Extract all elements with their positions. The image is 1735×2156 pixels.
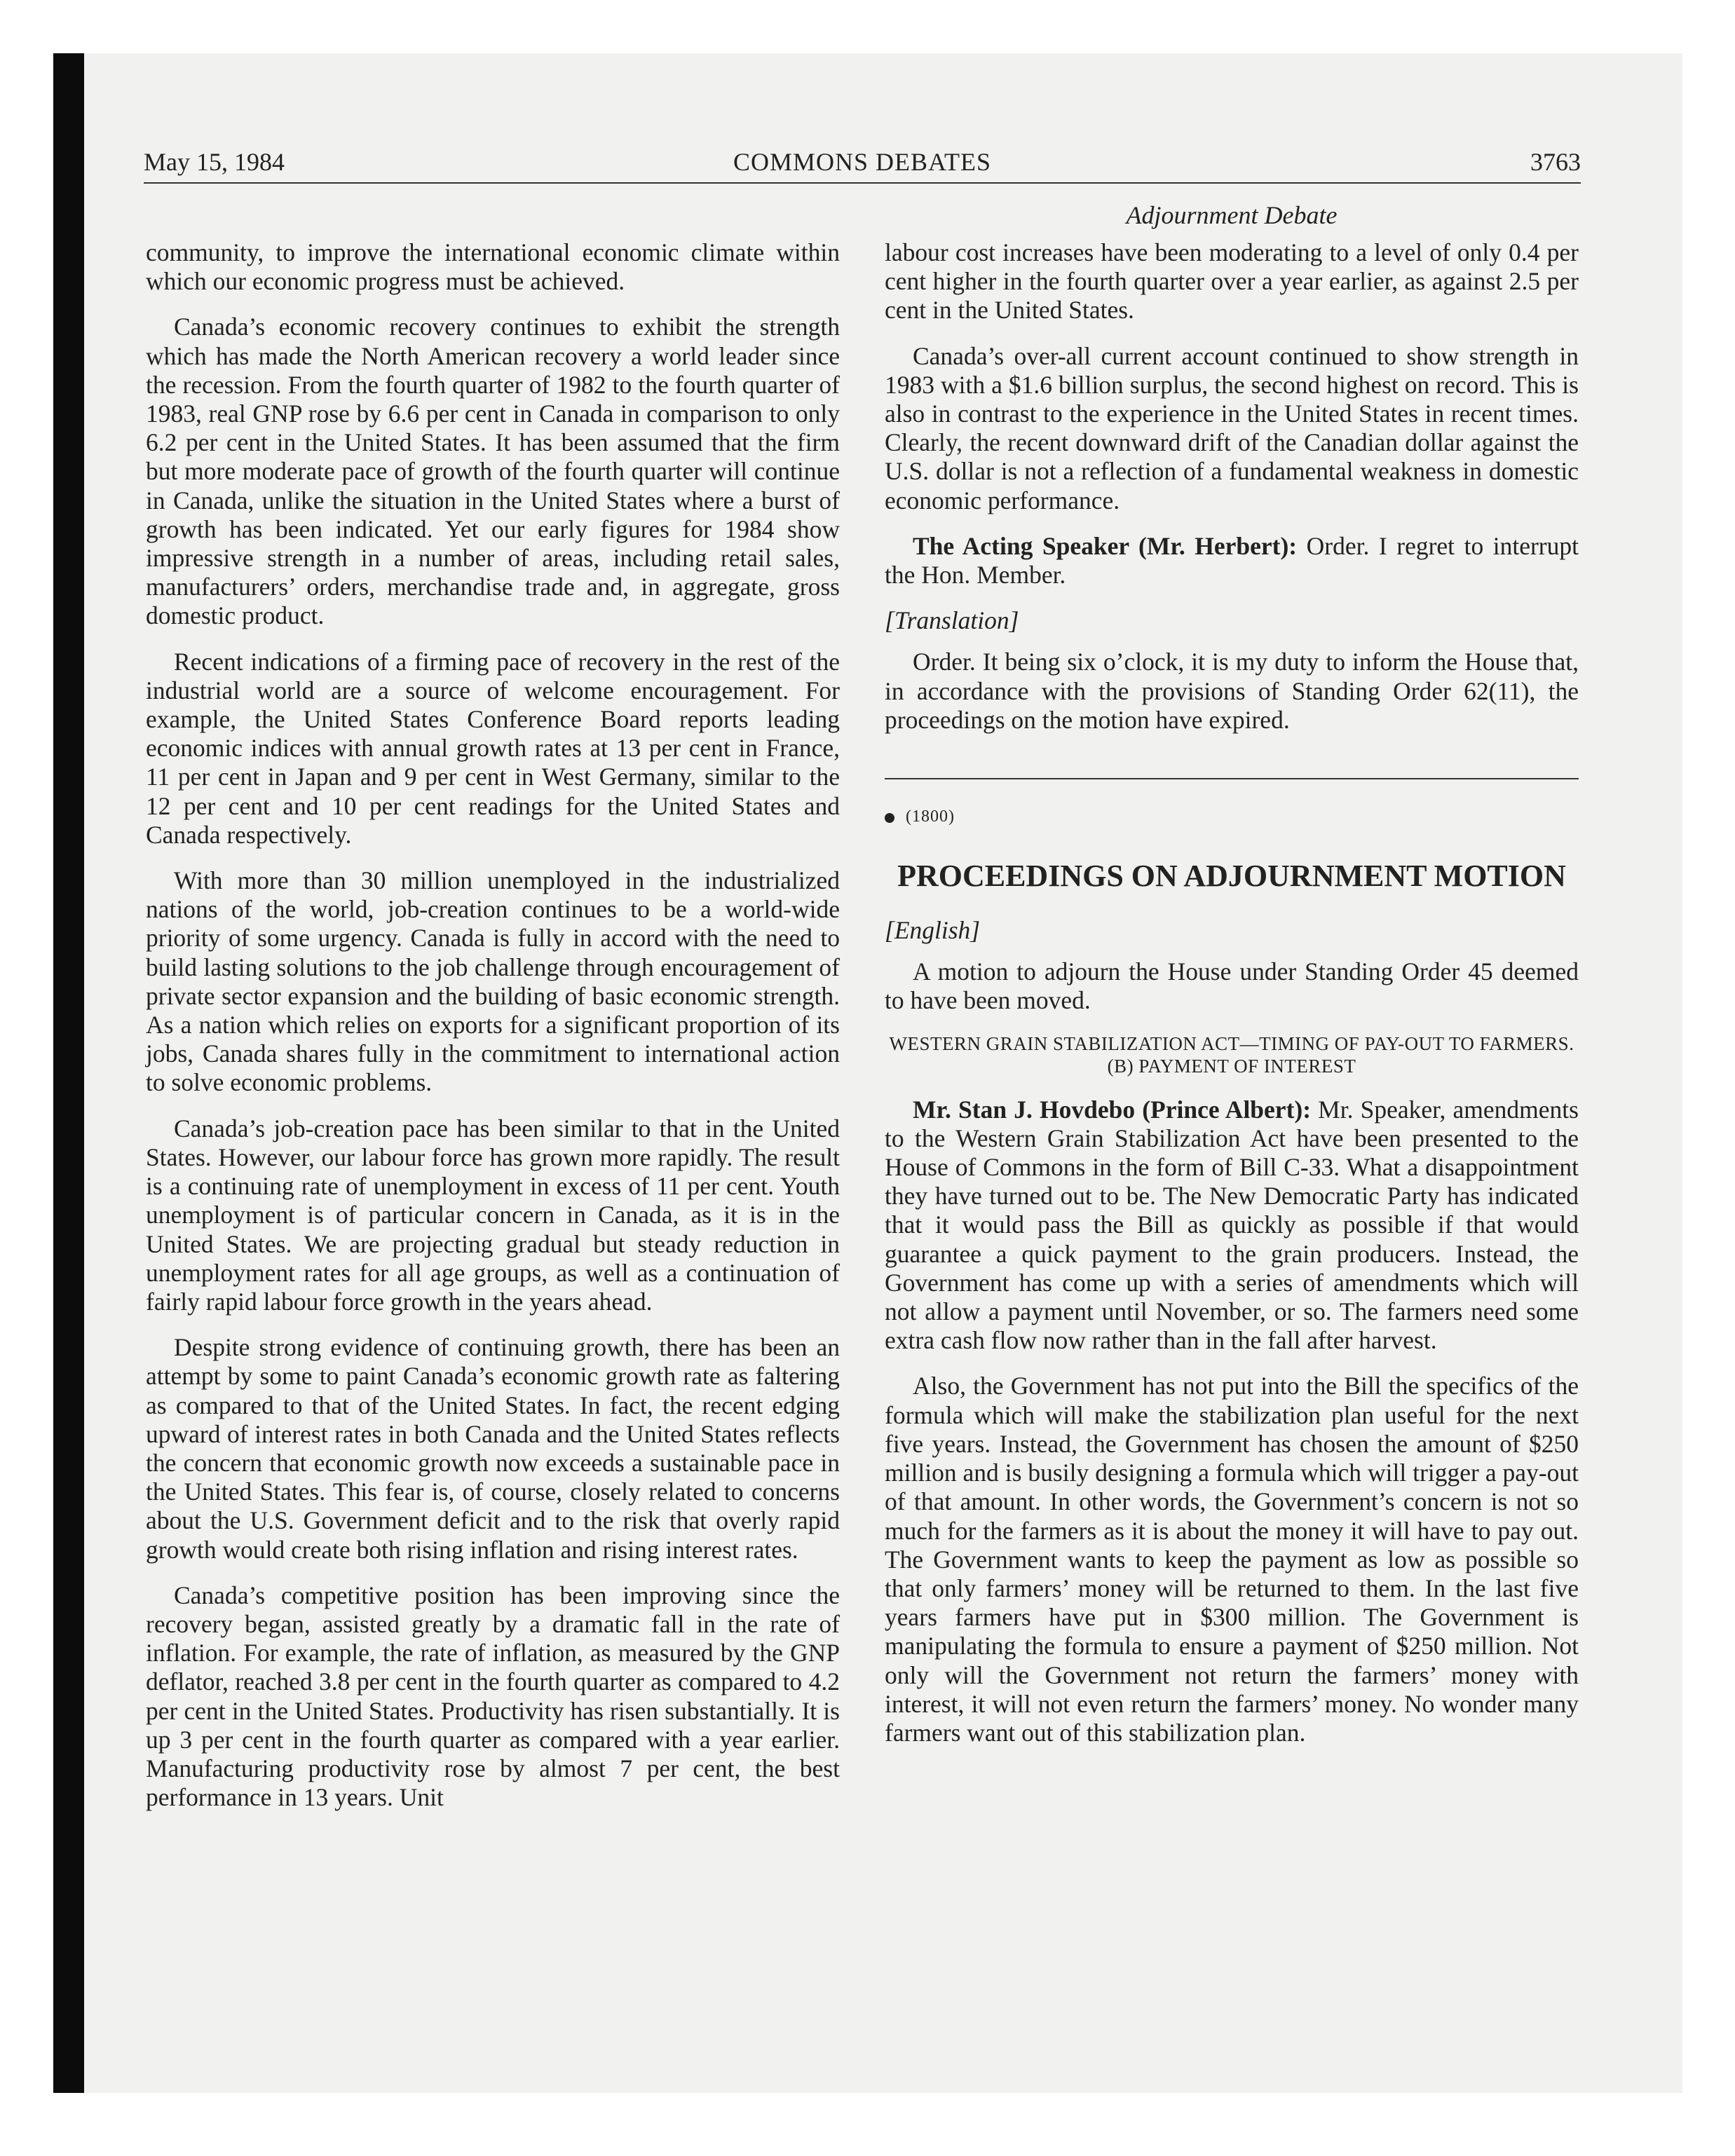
right-paragraph: Canada’s over-all current account continued to show strength in 1983 with a $1.6 billion surplus, the second highest on record. This is also in contrast to the experience in the United States in recent times. Clearly, the recent downward drift of the Canadian dollar against the U.S. dollar is not a reflection of a fundamental weakness in domestic economic performance. — [885, 341, 1579, 514]
left-paragraph: Despite strong evidence of continuing growth, there has been an attempt by some to paint Canada’s economic growth rate as faltering as compared to that of the United States. In fact, the recent edging upward of interest rates in both Canada and the United States reflects the concern that economic growth now exceeds a sustainable pace in the United States. This fear is, of course, closely related to concerns about the U.S. Government deficit and to the risk that overly rapid growth would create both rising inflation and rising interest rates. — [146, 1333, 840, 1564]
order-paragraph: Order. It being six o’clock, it is my duty to inform the House that, in accordance with the provisions of Standing Order 62(11), the proceedings on the motion have expired. — [885, 648, 1579, 734]
debate-subheading: WESTERN GRAIN STABILIZATION ACT—TIMING OF PAY-OUT TO FARMERS. (B) PAYMENT OF INTEREST — [889, 1032, 1574, 1077]
hovdebo-paragraph — [885, 1096, 1579, 1356]
final-paragraph: Also, the Government has not put into the Bill the specifics of the formula which will make the stabilization plan useful for the next five years. Instead, the Government has chosen the amount of $250 million and is busily designing a formula which will trigger a pay-out of that amount. In other words, the Government’s concern is not so much for the farmers as it is about the money it will have to pay out. The Government wants to keep the payment as low as possible so that only farmers’ money will be returned to them. In the last five years farmers have put in $300 million. The Government is manipulating the formula to ensure a payment of $250 million. Not only will the Government not return the farmers’ money with interest, it will not even return the farmers’ money. No wonder many farmers want out of this stabilization plan. — [885, 1372, 1579, 1747]
left-paragraph: Canada’s economic recovery continues to exhibit the strength which has made the North American recovery a world leader since the recession. From the fourth quarter of 1982 to the fourth quarter of 1983, real GNP rose by 6.6 per cent in Canada in comparison to only 6.2 per cent in the United States. It has been assumed that the firm but more moderate pace of growth of the fourth quarter will continue in Canada, unlike the situation in the United States where a burst of growth has been indicated. Yet our early figures for 1984 show impressive strength in a number of areas, including retail sales, manufacturers’ orders, merchandise trade and, in aggregate, gross domestic product. — [146, 313, 840, 630]
hovdebo-text: Mr. Speaker, amendments to the Western Grain Stabilization Act have been presented to the House of Commons in the form of Bill C-33. What a disappointment they have turned out to be. The New Democratic Party has indicated that it would pass the Bill as quickly as possible if that would guarantee a quick payment to the grain producers. Instead, the Government has come up with a series of amendments which will not allow a payment until November, or so. The farmers need some extra cash flow now rather than in the fall after harvest. — [885, 1095, 1579, 1355]
left-paragraph: Recent indications of a firming pace of recovery in the rest of the industrial world are a source of welcome encouragement. For example, the United States Conference Board reports leading economic indices with annual growth rates at 13 per cent in France, 11 per cent in Japan and 9 per cent in West Germany, similar to the 12 per cent and 10 per cent readings for the United States and Canada respectively. — [146, 647, 840, 849]
timestamp — [885, 807, 1579, 826]
page-header — [144, 146, 1581, 184]
header-title: COMMONS DEBATES — [733, 148, 992, 176]
hovdebo-name: Mr. Stan J. Hovdebo (Prince Albert): — [913, 1095, 1312, 1124]
english-label: [English] — [885, 916, 981, 945]
speaker-name: The Acting Speaker (Mr. Herbert): — [913, 531, 1298, 560]
left-paragraph: Canada’s competitive position has been improving since the recovery began, assisted greatly by a dramatic fall in the rate of inflation. For example, the rate of inflation, as measured by the GNP deflator, reached 3.8 per cent in the fourth quarter as compared to 4.2 per cent in the United States. Productivity has risen substantially. It is up 3 per cent in the fourth quarter as compared with a year earlier. Manufacturing productivity rose by almost 7 per cent, the best performance in 13 years. Unit — [146, 1581, 840, 1812]
section-divider — [885, 778, 1579, 779]
bullet-icon — [885, 813, 894, 823]
left-paragraph: With more than 30 million unemployed in the industrialized nations of the world, job-creation continues to be a world-wide priority of some urgency. Canada is fully in accord with the need to build lasting solutions to the job challenge through encouragement of private sector expansion and the building of basic economic strength. As a nation which relies on exports for a significant proportion of its jobs, Canada shares fully in the commitment to international action to solve economic problems. — [146, 866, 840, 1097]
left-paragraph: community, to improve the international economic climate within which our economic progress must be achieved. — [146, 238, 840, 296]
speaker-paragraph — [885, 532, 1579, 589]
left-paragraph: Canada’s job-creation pace has been similar to that in the United States. However, our labour force has grown more rapidly. The result is a continuing rate of unemployment in excess of 11 per cent. Youth unemployment is of particular concern in Canada, as it is in the United States. We are projecting gradual but steady reduction in unemployment rates for all age groups, as well as a continuation of fairly rapid labour force growth in the years ahead. — [146, 1114, 840, 1316]
timestamp-text: (1800) — [906, 807, 955, 826]
motion-paragraph: A motion to adjourn the House under Standing Order 45 deemed to have been moved. — [885, 957, 1579, 1015]
left-column — [146, 238, 840, 1829]
right-column — [885, 238, 1579, 1764]
speaker-text: Order. I regret to interrupt the Hon. Member. — [885, 531, 1579, 589]
section-heading: Adjournment Debate — [1126, 201, 1338, 229]
header-page-number: 3763 — [1530, 148, 1581, 176]
header-date: May 15, 1984 — [144, 148, 285, 176]
scan-border — [53, 53, 84, 2093]
proceedings-title: PROCEEDINGS ON ADJOURNMENT MOTION — [897, 859, 1566, 894]
right-paragraph: labour cost increases have been moderating to a level of only 0.4 per cent higher in the fourth quarter over a year earlier, as against 2.5 per cent in the United States. — [885, 238, 1579, 325]
translation-label: [Translation] — [885, 606, 1019, 635]
